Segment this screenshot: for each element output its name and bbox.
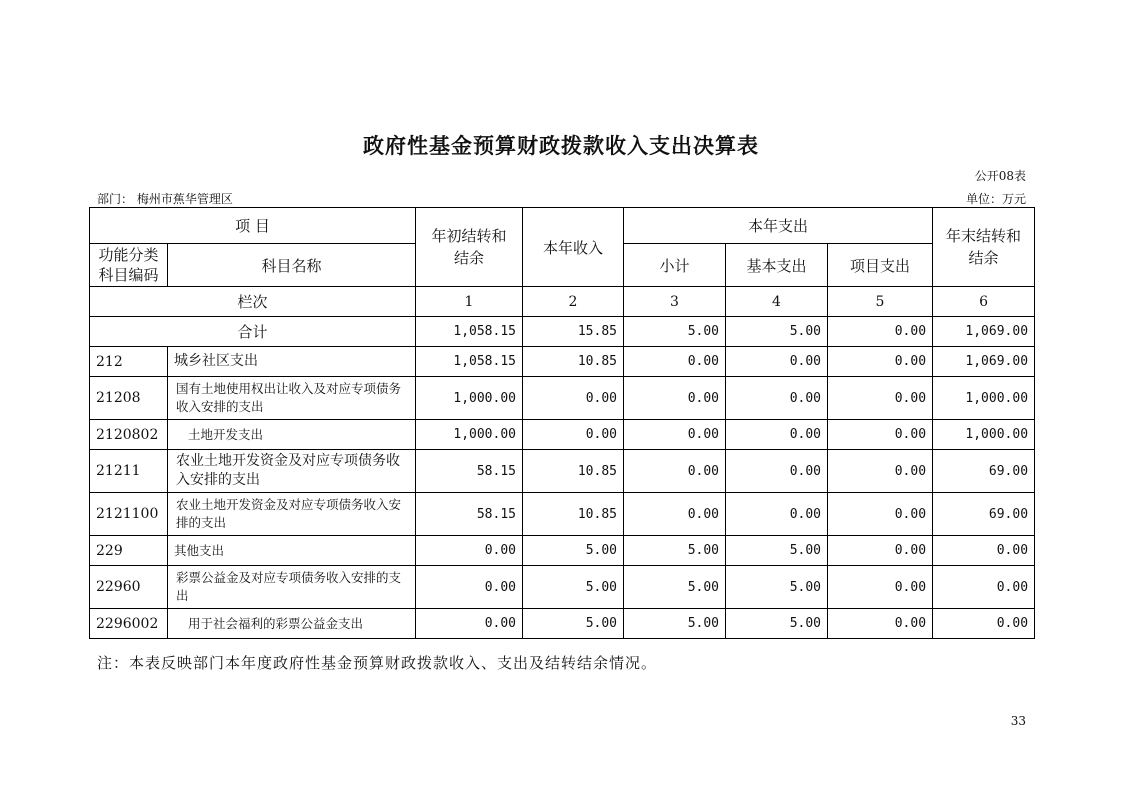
unit-label: 单位：万元 [965,192,1026,206]
row-code: 21211 [90,450,168,493]
header-current-expense: 本年支出 [624,208,933,244]
row-value: 0.00 [726,420,828,450]
row-code: 212 [90,347,168,377]
row-value: 5.00 [523,566,624,609]
header-closing-balance: 年末结转和结余 [933,208,1035,287]
row-value: 1,000.00 [933,377,1035,420]
row-value: 5.00 [726,536,828,566]
header-item: 项 目 [90,208,416,244]
row-value: 58.15 [416,493,523,536]
column-index: 6 [933,287,1035,317]
page-title: 政府性基金预算财政拨款收入支出决算表 [363,133,759,158]
total-value: 0.00 [828,317,933,347]
table-row [90,377,1035,420]
total-value: 1,069.00 [933,317,1035,347]
row-code: 22960 [90,566,168,609]
row-value: 10.85 [523,450,624,493]
row-name: 土地开发支出 [168,420,416,450]
total-label: 合计 [90,317,416,347]
row-value: 1,000.00 [416,420,523,450]
total-value: 15.85 [523,317,624,347]
page-number: 33 [1010,714,1026,728]
row-value: 58.15 [416,450,523,493]
row-value: 0.00 [726,347,828,377]
row-value: 0.00 [933,609,1035,639]
table-row [90,493,1035,536]
header-subject-name: 科目名称 [168,244,416,287]
row-value: 10.85 [523,493,624,536]
row-value: 5.00 [726,609,828,639]
row-value: 0.00 [624,450,726,493]
row-value: 0.00 [726,377,828,420]
row-value: 0.00 [624,347,726,377]
row-value: 0.00 [933,536,1035,566]
row-name: 农业土地开发资金及对应专项债务收入安排的支出 [168,450,416,493]
row-value: 0.00 [828,347,933,377]
row-code: 229 [90,536,168,566]
row-value: 1,069.00 [933,347,1035,377]
row-code: 21208 [90,377,168,420]
row-name: 农业土地开发资金及对应专项债务收入安排的支出 [168,493,416,536]
header-opening-balance: 年初结转和结余 [416,208,523,287]
column-index: 3 [624,287,726,317]
row-code: 2296002 [90,609,168,639]
row-name: 用于社会福利的彩票公益金支出 [168,609,416,639]
row-value: 0.00 [726,450,828,493]
total-value: 5.00 [624,317,726,347]
column-index: 5 [828,287,933,317]
row-value: 0.00 [828,377,933,420]
header-basic-expense: 基本支出 [726,244,828,287]
header-func-code: 功能分类科目编码 [90,244,168,287]
row-value: 5.00 [624,609,726,639]
department-label: 部门： 梅州市蕉华管理区 [97,192,233,206]
row-value: 0.00 [726,493,828,536]
row-value: 0.00 [416,566,523,609]
row-value: 0.00 [624,493,726,536]
table-row [90,450,1035,493]
total-value: 1,058.15 [416,317,523,347]
row-value: 0.00 [933,566,1035,609]
total-value: 5.00 [726,317,828,347]
row-value: 0.00 [828,450,933,493]
row-value: 5.00 [523,609,624,639]
row-value: 0.00 [523,377,624,420]
row-name: 国有土地使用权出让收入及对应专项债务收入安排的支出 [168,377,416,420]
column-index: 4 [726,287,828,317]
row-value: 0.00 [416,536,523,566]
table-row [90,536,1035,566]
row-value: 0.00 [828,420,933,450]
row-name: 其他支出 [168,536,416,566]
table-row [90,609,1035,639]
column-index-label: 栏次 [90,287,416,317]
row-value: 5.00 [624,566,726,609]
column-index: 1 [416,287,523,317]
total-row [90,317,1035,347]
header-current-income: 本年收入 [523,208,624,287]
row-value: 5.00 [523,536,624,566]
row-value: 5.00 [726,566,828,609]
header-project-expense: 项目支出 [828,244,933,287]
row-code: 2121100 [90,493,168,536]
footnote: 注：本表反映部门本年度政府性基金预算财政拨款收入、支出及结转结余情况。 [97,654,658,672]
row-name: 城乡社区支出 [168,347,416,377]
row-value: 0.00 [828,566,933,609]
row-value: 0.00 [416,609,523,639]
table-row [90,420,1035,450]
row-value: 10.85 [523,347,624,377]
row-value: 0.00 [624,377,726,420]
table-row [90,566,1035,609]
row-value: 1,058.15 [416,347,523,377]
form-number: 公开08表 [974,169,1026,183]
row-value: 0.00 [828,609,933,639]
row-value: 0.00 [624,420,726,450]
row-value: 0.00 [523,420,624,450]
header-subtotal: 小计 [624,244,726,287]
row-value: 5.00 [624,536,726,566]
table-row [90,347,1035,377]
row-value: 69.00 [933,450,1035,493]
row-value: 0.00 [828,493,933,536]
row-code: 2120802 [90,420,168,450]
column-index: 2 [523,287,624,317]
row-value: 1,000.00 [416,377,523,420]
row-name: 彩票公益金及对应专项债务收入安排的支出 [168,566,416,609]
budget-table [89,207,1035,639]
row-value: 0.00 [828,536,933,566]
row-value: 69.00 [933,493,1035,536]
row-value: 1,000.00 [933,420,1035,450]
